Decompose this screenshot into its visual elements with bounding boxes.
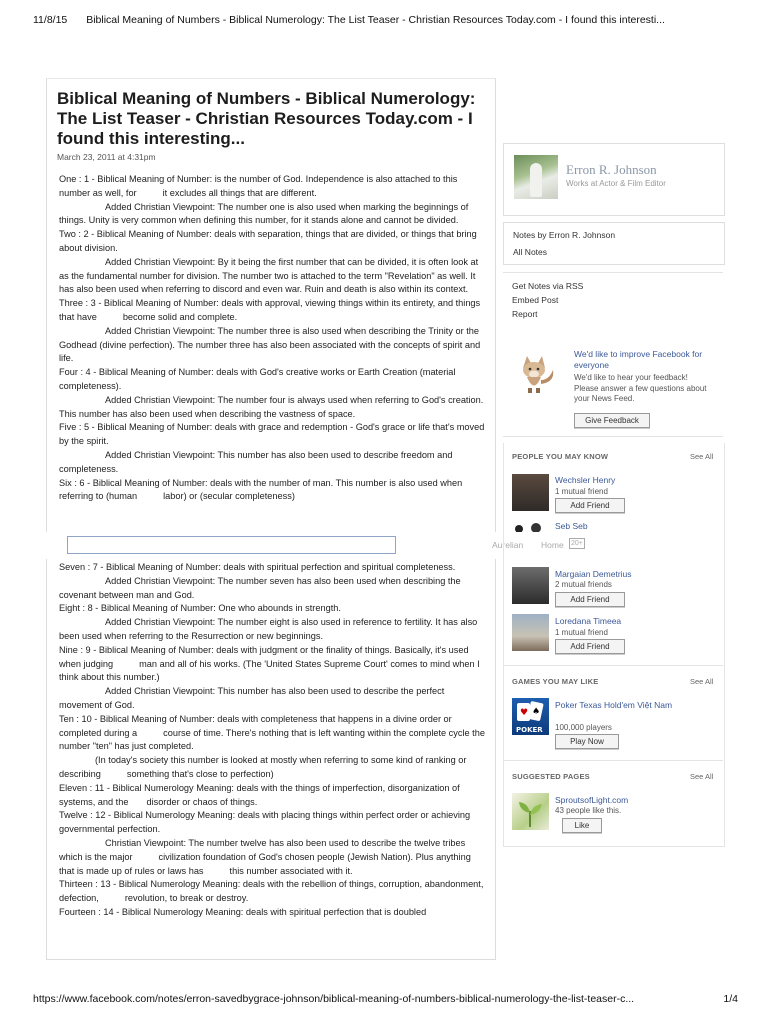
divider bbox=[503, 665, 723, 666]
avatar[interactable] bbox=[514, 155, 558, 199]
text: One : 1 - Biblical Meaning of Number: is the number of God. Independence is also attached to this number as well, for bbox=[59, 174, 458, 198]
games-heading: GAMES YOU MAY LIKE bbox=[512, 677, 599, 686]
avatar[interactable] bbox=[512, 567, 549, 604]
paragraph bbox=[59, 878, 485, 906]
notification-badge: 20+ bbox=[571, 540, 583, 547]
pages-see-all[interactable]: See All bbox=[690, 772, 714, 781]
print-header bbox=[33, 14, 738, 26]
paragraph: Added Christian Viewpoint: This number has also been used to describe the perfect movement of God. bbox=[59, 686, 445, 710]
paragraph: Eight : 8 - Biblical Meaning of Number: One who abounds in strength. bbox=[59, 603, 341, 614]
report-link[interactable]: Report bbox=[512, 309, 538, 319]
profile-job: Works at Actor & Film Editor bbox=[566, 179, 666, 188]
add-friend-button[interactable]: Add Friend bbox=[555, 498, 625, 513]
note-body-upper bbox=[59, 173, 485, 504]
paragraph bbox=[59, 297, 485, 325]
svg-text:♥: ♥ bbox=[520, 708, 529, 718]
paragraph: Twelve : 12 - Biblical Numerology Meaning: deals with placing things within perfect order or achieving governmental perfection. bbox=[59, 810, 471, 835]
game-name[interactable]: Poker Texas Hold'em Việt Nam bbox=[555, 700, 673, 710]
profile-name[interactable]: Erron R. Johnson bbox=[566, 162, 657, 177]
paragraph bbox=[59, 477, 485, 505]
avatar[interactable] bbox=[512, 474, 549, 511]
profile-card bbox=[503, 143, 725, 216]
fox-mascot-icon bbox=[515, 354, 559, 394]
page-likes: 43 people like this. bbox=[555, 806, 622, 815]
person-name[interactable]: Wechsler Henry bbox=[555, 475, 616, 485]
play-now-button[interactable]: Play Now bbox=[555, 734, 619, 749]
divider bbox=[503, 760, 723, 761]
page-thumbnail[interactable] bbox=[512, 793, 549, 830]
print-title: Biblical Meaning of Numbers - Biblical Numerology: The List Teaser - Christian Resources Today.com - I found this interesti... bbox=[86, 14, 665, 26]
page-name[interactable]: SproutsofLight.com bbox=[555, 795, 629, 805]
like-button[interactable]: Like bbox=[562, 818, 602, 833]
text: Ten : 10 - Biblical Meaning of Number: deals with completeness that happens in a divine order or completed during a bbox=[59, 713, 452, 738]
text: become solid and complete. bbox=[122, 311, 238, 322]
paragraph: Added Christian Viewpoint: By it being the first number that can be divided, it is often look at as the fundamental number for division. The number two is attached to the term "Revelation" as well. It has also been used when referring to discord and even war. Ruin and death is also within its context. bbox=[59, 256, 479, 295]
add-friend-button[interactable]: Add Friend bbox=[555, 639, 625, 654]
poker-game-icon[interactable] bbox=[512, 698, 549, 735]
profile-link[interactable]: Aurelian bbox=[492, 540, 524, 550]
embed-post-link[interactable]: Embed Post bbox=[512, 295, 559, 305]
svg-text:♠: ♠ bbox=[532, 707, 541, 717]
add-friend-button[interactable]: Add Friend bbox=[555, 592, 625, 607]
note-actions bbox=[503, 272, 723, 327]
text: it excludes all things that are different. bbox=[162, 187, 317, 198]
pymk-see-all[interactable]: See All bbox=[690, 452, 714, 461]
note-date[interactable]: March 23, 2011 at 4:31pm bbox=[57, 152, 156, 162]
search-input[interactable] bbox=[67, 536, 364, 554]
paragraph: Added Christian Viewpoint: The number seven has also been used when describing the covenant between man and God. bbox=[59, 575, 461, 600]
search-button[interactable] bbox=[362, 536, 396, 554]
mutual-friends: 2 mutual friends bbox=[555, 580, 612, 589]
page-number: 1/4 bbox=[723, 993, 738, 1005]
text: labor) or (secular completeness) bbox=[163, 491, 295, 502]
paragraph: Four : 4 - Biblical Meaning of Number: deals with God's creative works or Earth Creation (material completeness). bbox=[59, 367, 456, 391]
text: course of time. There's nothing that is left wanting within the complete cycle the number "ten" has just completed. bbox=[59, 727, 485, 752]
paragraph bbox=[59, 782, 485, 810]
note-body-lower bbox=[59, 561, 485, 920]
feedback-box bbox=[503, 340, 723, 437]
paragraph: Fourteen : 14 - Biblical Numerology Meaning: deals with spiritual perfection that is doubled bbox=[59, 906, 427, 917]
give-feedback-button[interactable]: Give Feedback bbox=[574, 413, 650, 428]
text: something that's close to perfection) bbox=[126, 768, 274, 779]
text: man and all of his works. (The 'United States Supreme Court' comes to mind when I think about this number.) bbox=[59, 658, 480, 683]
text: revolution, to break or destroy. bbox=[124, 893, 249, 904]
note-title: Biblical Meaning of Numbers - Biblical Numerology: The List Teaser - Christian Resources Today.com - I found this interesting... bbox=[57, 89, 476, 148]
feedback-title: We'd like to improve Facebook for everyone bbox=[574, 349, 703, 370]
text: Eleven : 11 - Biblical Numerology Meaning: deals with the things of imperfection, disorganization of systems, and the bbox=[59, 782, 460, 807]
print-footer bbox=[33, 993, 738, 1005]
avatar[interactable] bbox=[512, 614, 549, 651]
pymk-heading: PEOPLE YOU MAY KNOW bbox=[512, 452, 609, 461]
print-url: https://www.facebook.com/notes/erron-savedbygrace-johnson/biblical-meaning-of-numbers-biblical-numerology-the-list-teaser-c... bbox=[33, 993, 635, 1005]
person-name[interactable]: Seb Seb bbox=[555, 521, 588, 531]
person-name[interactable]: Loredana Timeea bbox=[555, 616, 622, 626]
text: Nine : 9 - Biblical Meaning of Number: deals with judgment or the finality of things. Basically, it's used when judging bbox=[59, 644, 469, 669]
mutual-friends: 1 mutual friend bbox=[555, 628, 608, 637]
text: Six : 6 - Biblical Meaning of Number: deals with the number of man. This number is also used when referring to (human bbox=[59, 477, 463, 502]
note-card bbox=[46, 78, 496, 960]
paragraph bbox=[59, 754, 485, 782]
paragraph: Added Christian Viewpoint: The number one is also used when marking the beginnings of things. Unity is very common when defining this number, for it stands alone and cannot be divided. bbox=[59, 201, 469, 226]
text: disorder or chaos of things. bbox=[146, 796, 258, 807]
print-date: 11/8/15 bbox=[33, 14, 68, 26]
text: civilization foundation of God's chosen people (Jewish Nation). Plus anything that is made up of rules or laws has bbox=[59, 851, 471, 876]
text: this number associated with it. bbox=[229, 865, 353, 876]
notes-by-link[interactable]: Notes by Erron R. Johnson bbox=[513, 230, 616, 240]
text: Three : 3 - Biblical Meaning of Number: deals with approval, viewing things within its entirety, and things that have bbox=[59, 298, 481, 322]
paragraph: Added Christian Viewpoint: The number eight is also used in reference to fertility. It has also been used when referring to the Resurrection or new beginnings. bbox=[59, 617, 478, 641]
text: Christian Viewpoint: The number twelve has also been used to describe the twelve tribes which is the major bbox=[59, 837, 466, 862]
games-see-all[interactable]: See All bbox=[690, 677, 714, 686]
avatar[interactable] bbox=[512, 520, 549, 532]
paragraph bbox=[59, 713, 485, 754]
text: Thirteen : 13 - Biblical Numerology Meaning: deals with the rebellion of things, corruption, abandonment, defection, bbox=[59, 879, 484, 904]
rss-link[interactable]: Get Notes via RSS bbox=[512, 281, 584, 291]
pages-heading: SUGGESTED PAGES bbox=[512, 772, 590, 781]
top-bar-strip bbox=[0, 532, 768, 559]
game-players: 100,000 players bbox=[555, 723, 612, 732]
notes-links bbox=[503, 222, 725, 265]
home-link[interactable]: Home bbox=[541, 540, 564, 550]
text: (In today's society this number is looked at mostly when referring to some kind of ranking or describing bbox=[59, 755, 467, 779]
paragraph: Added Christian Viewpoint: The number four is always used when referring to God's creation. This number has also been used when describing the vastness of space. bbox=[59, 394, 484, 419]
svg-text:POKER: POKER bbox=[516, 726, 543, 734]
cards-icon bbox=[512, 698, 549, 735]
sprout-icon bbox=[512, 793, 549, 830]
paragraph: Added Christian Viewpoint: This number has also been used to describe freedom and completeness. bbox=[59, 449, 453, 474]
paragraph bbox=[59, 173, 485, 201]
all-notes-link[interactable]: All Notes bbox=[513, 247, 548, 257]
person-name[interactable]: Margaian Demetrius bbox=[555, 569, 632, 579]
feedback-text: We'd like to hear your feedback! Please answer a few questions about your News Feed. bbox=[574, 373, 707, 403]
paragraph: Seven : 7 - Biblical Meaning of Number: deals with spiritual perfection and spiritual completeness. bbox=[59, 562, 456, 572]
paragraph bbox=[59, 837, 485, 878]
paragraph: Two : 2 - Biblical Meaning of Number: deals with separation, things that are divided, or things that bring about division. bbox=[59, 229, 477, 253]
mutual-friends: 1 mutual friend bbox=[555, 487, 608, 496]
paragraph bbox=[59, 644, 485, 685]
paragraph: Added Christian Viewpoint: The number three is also used when describing the Trinity or the Godhead (divine perfection). The number three has also been associated with the concepts of spirit and life. bbox=[59, 325, 481, 364]
paragraph: Five : 5 - Biblical Meaning of Number: deals with grace and redemption - God's grace or life that's moved by the spirit. bbox=[59, 422, 485, 447]
